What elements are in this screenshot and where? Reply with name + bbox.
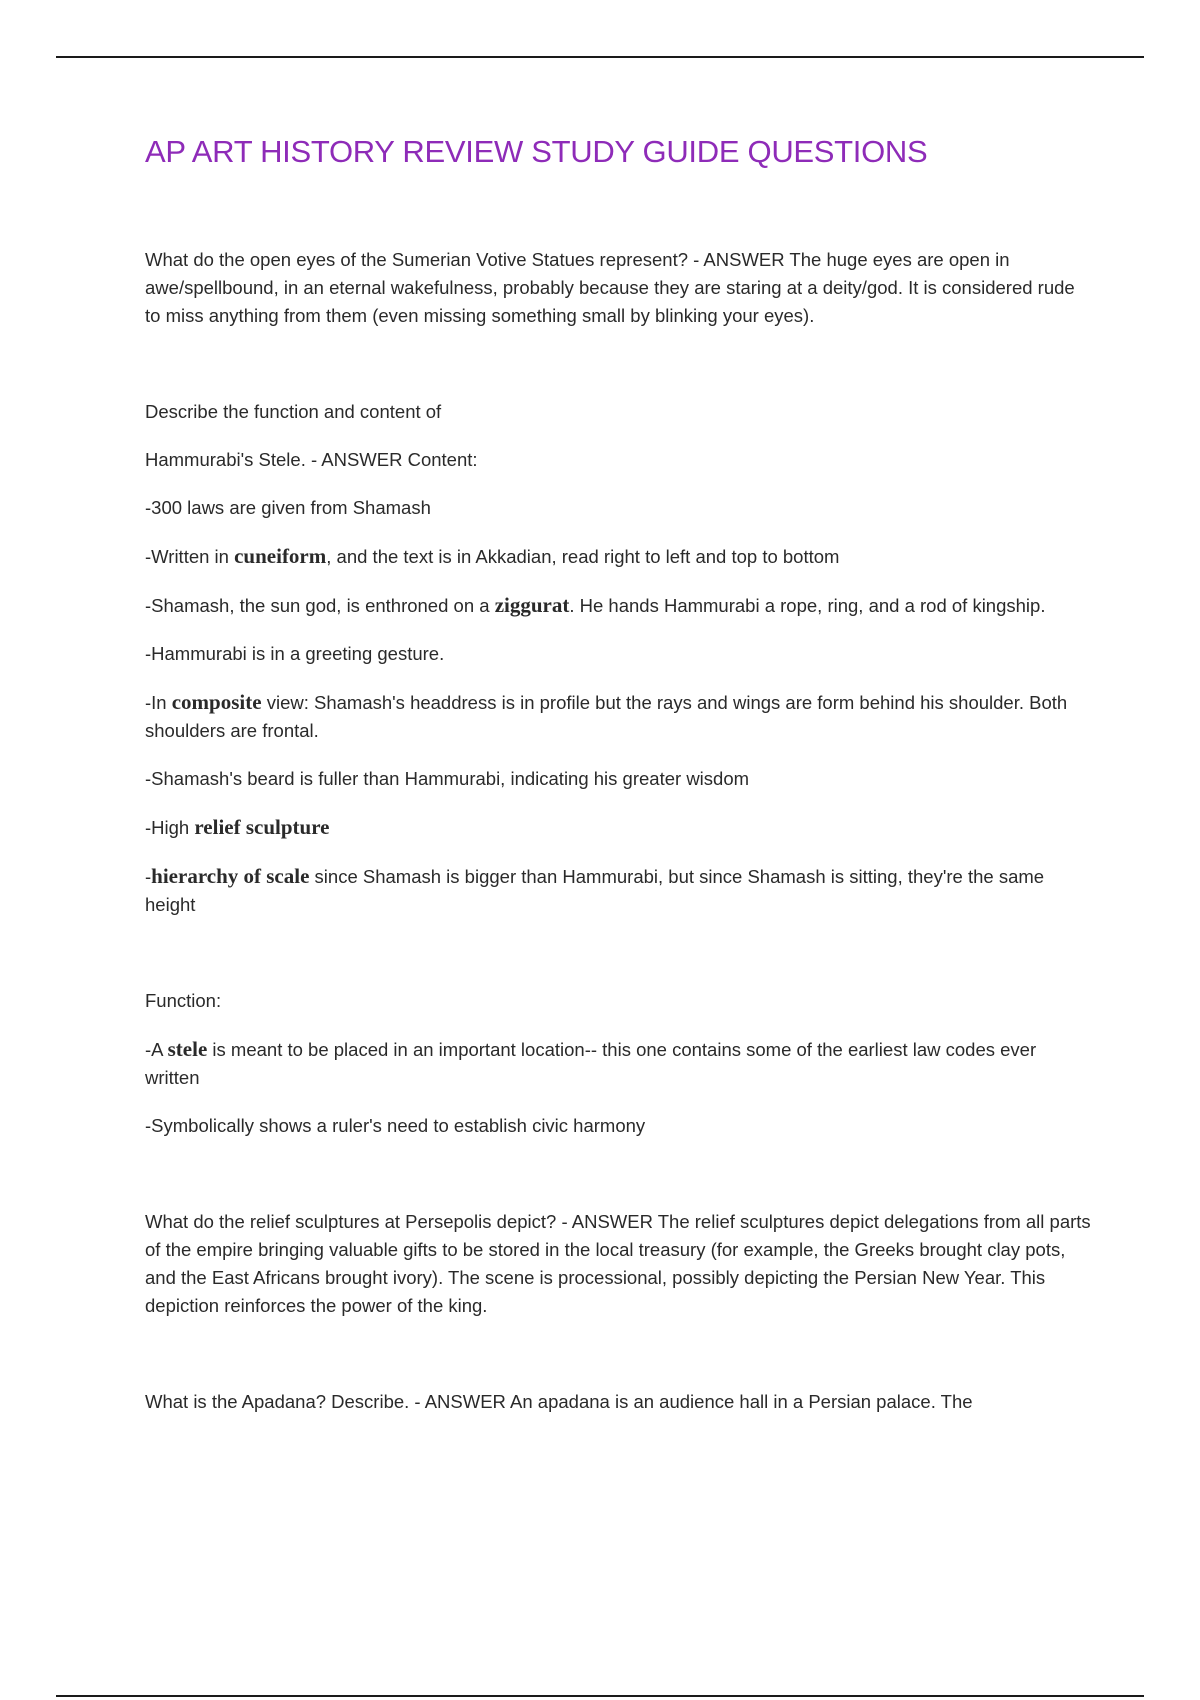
content-item-ziggurat: -Shamash, the sun god, is enthroned on a ziggurat. He hands Hammurabi a rope, ring, and a rod of kingship. — [145, 593, 1046, 617]
term-hierarchy-of-scale: hierarchy of scale — [151, 864, 310, 888]
term-ziggurat: ziggurat — [494, 593, 570, 617]
content-item-hierarchy: -hierarchy of scale since Shamash is bigger than Hammurabi, but since Shamash is sitting, they're the same height — [145, 864, 1045, 915]
bottom-rule — [56, 1695, 1144, 1697]
function-label: Function: — [145, 990, 222, 1011]
content-item-laws: -300 laws are given from Shamash — [145, 497, 431, 518]
term-cuneiform: cuneiform — [234, 544, 327, 568]
top-rule — [56, 56, 1144, 58]
content-item-composite: -In composite view: Shamash's headdress is in profile but the rays and wings are form behind his shoulder. Both shoulders are frontal. — [145, 690, 1068, 741]
term-stele: stele — [167, 1037, 208, 1061]
content-item-cuneiform: -Written in cuneiform, and the text is in Akkadian, read right to left and top to bottom — [145, 544, 840, 568]
question-sumerian-eyes: What do the open eyes of the Sumerian Votive Statues represent? - ANSWER The huge eyes are open in awe/spellbound, in an eternal wakefulness, probably because they are staring at a deity/god. It is considered rude to miss anything from them (even missing something small by blinking your eyes). — [145, 249, 1075, 326]
question-apadana: What is the Apadana? Describe. - ANSWER An apadana is an audience hall in a Persian palace. The — [145, 1391, 973, 1412]
term-composite: composite — [171, 690, 262, 714]
term-relief-sculpture: relief sculpture — [194, 815, 330, 839]
question-hammurabi-intro: Describe the function and content of — [145, 401, 442, 422]
content-item-relief: -High relief sculpture — [145, 815, 330, 839]
function-item-stele: -A stele is meant to be placed in an important location-- this one contains some of the earliest law codes ever written — [145, 1037, 1037, 1088]
question-persepolis: What do the relief sculptures at Persepolis depict? - ANSWER The relief sculptures depict delegations from all parts of the empire bringing valuable gifts to be stored in the local treasury (for example, the Greeks brought clay pots, and the East Africans brought ivory). The scene is processional, possibly depicting the Persian New Year. This depiction reinforces the power of the king. — [145, 1211, 1091, 1316]
question-hammurabi-heading: Hammurabi's Stele. - ANSWER Content: — [145, 449, 478, 470]
content-item-beard: -Shamash's beard is fuller than Hammurabi, indicating his greater wisdom — [145, 768, 750, 789]
page-title: AP ART HISTORY REVIEW STUDY GUIDE QUESTIONS — [145, 134, 928, 169]
function-item-harmony: -Symbolically shows a ruler's need to establish civic harmony — [145, 1115, 646, 1136]
document-body — [145, 132, 1095, 1416]
content-item-gesture: -Hammurabi is in a greeting gesture. — [145, 643, 445, 664]
